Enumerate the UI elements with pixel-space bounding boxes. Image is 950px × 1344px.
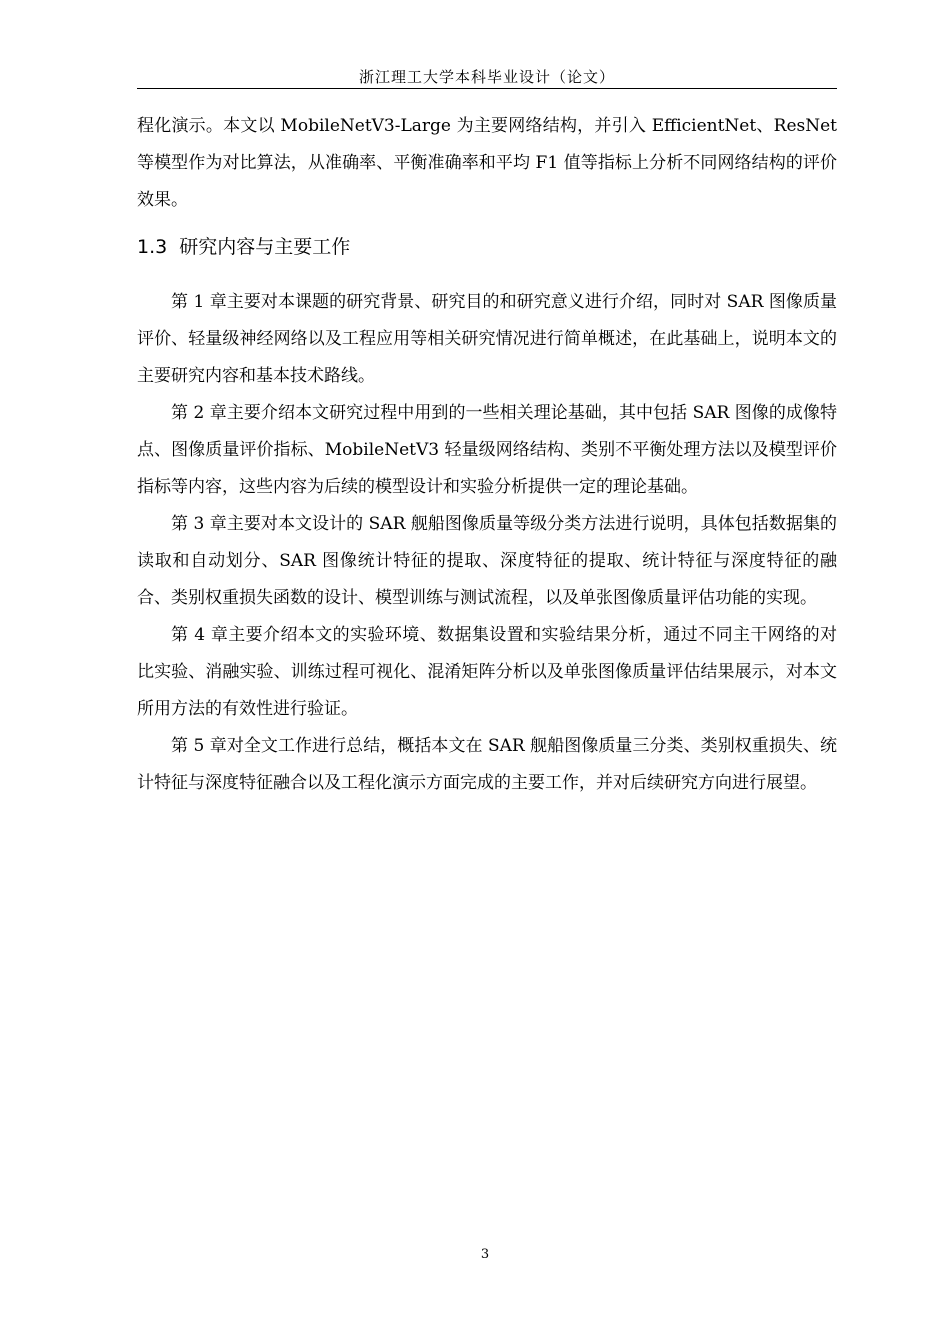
section-number: 1.3 [137, 236, 168, 258]
continuation-paragraph: 程化演示。本文以 MobileNetV3-Large 为主要网络结构，并引入 EfficientNet、ResNet 等模型作为对比算法，从准确率、平衡准确率和平均 F1 值等指标上分析不同网络结构的评价效果。 [137, 116, 837, 210]
header-rule [137, 88, 837, 89]
running-header: 浙江理工大学本科毕业设计（论文） [358, 68, 615, 86]
paragraph-chapter-3: 第 3 章主要对本文设计的 SAR 舰船图像质量等级分类方法进行说明，具体包括数据集的读取和自动划分、SAR 图像统计特征的提取、深度特征的提取、统计特征与深度特征的融合、类别权重损失函数的设计、模型训练与测试流程，以及单张图像质量评估功能的实现。 [137, 514, 837, 608]
section-heading [137, 232, 350, 262]
paragraph-chapter-1: 第 1 章主要对本课题的研究背景、研究目的和研究意义进行介绍，同时对 SAR 图像质量评价、轻量级神经网络以及工程应用等相关研究情况进行简单概述，在此基础上，说明本文的主要研究内容和基本技术路线。 [137, 292, 837, 386]
paragraph-chapter-2: 第 2 章主要介绍本文研究过程中用到的一些相关理论基础，其中包括 SAR 图像的成像特点、图像质量评价指标、MobileNetV3 轻量级网络结构、类别不平衡处理方法以及模型评价指标等内容，这些内容为后续的模型设计和实验分析提供一定的理论基础。 [137, 403, 837, 497]
paragraph-chapter-5: 第 5 章对全文工作进行总结，概括本文在 SAR 舰船图像质量三分类、类别权重损失、统计特征与深度特征融合以及工程化演示方面完成的主要工作，并对后续研究方向进行展望。 [137, 736, 837, 793]
paragraph-chapter-4: 第 4 章主要介绍本文的实验环境、数据集设置和实验结果分析，通过不同主干网络的对比实验、消融实验、训练过程可视化、混淆矩阵分析以及单张图像质量评估结果展示，对本文所用方法的有效性进行验证。 [137, 625, 837, 719]
page-number: 3 [480, 1247, 490, 1262]
continuation-text [137, 108, 837, 219]
section-title: 研究内容与主要工作 [179, 236, 351, 258]
section-body [137, 284, 837, 802]
